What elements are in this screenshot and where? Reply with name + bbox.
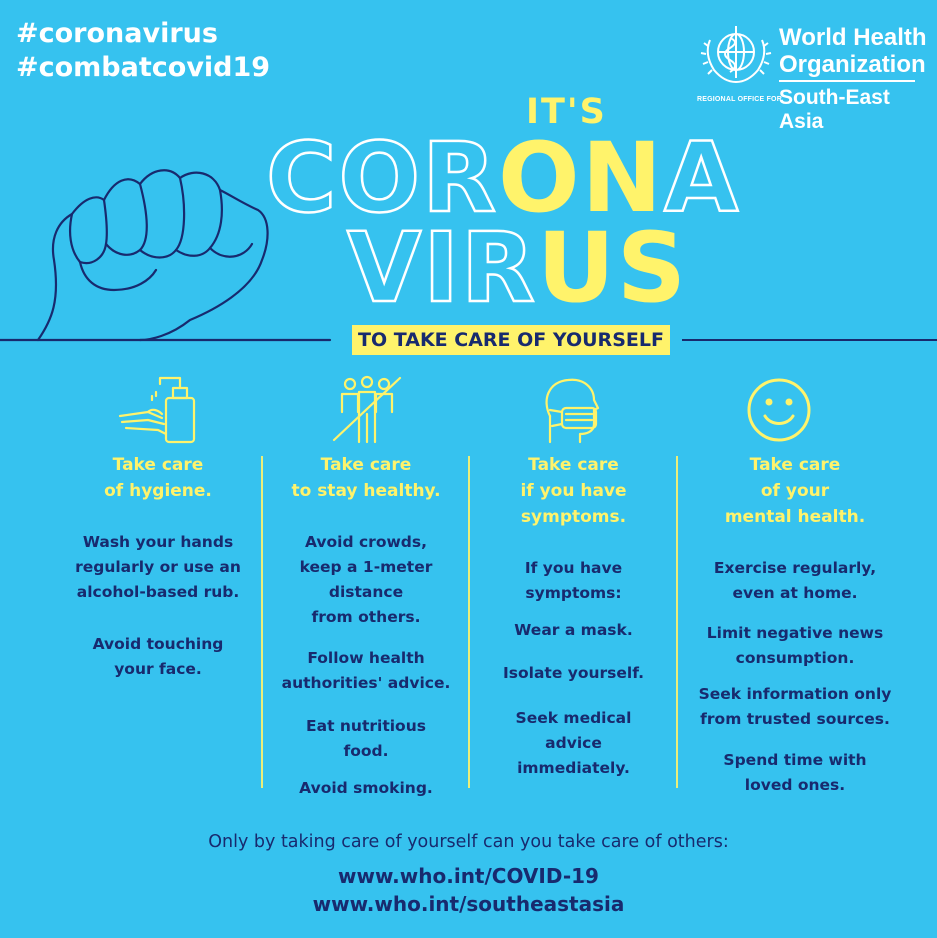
column-paragraph: If you have symptoms: xyxy=(524,559,623,602)
column-divider-2 xyxy=(468,456,470,788)
footer-link-covid19[interactable]: www.who.int/COVID-19 xyxy=(338,864,599,888)
footer-tagline: Only by taking care of yourself can you take care of others: xyxy=(208,832,729,852)
headline-a: A xyxy=(663,122,741,234)
tagline-banner-text: TO TAKE CARE OF YOURSELF xyxy=(358,329,664,351)
column-paragraph: Eat nutritious food. xyxy=(306,717,426,760)
column-mental-health xyxy=(680,452,910,798)
column-paragraph: Spend time with loved ones. xyxy=(723,751,867,794)
tagline-banner xyxy=(352,325,670,355)
avoid-crowds-icon xyxy=(328,374,406,448)
column-title: Take care to stay healthy. xyxy=(291,455,441,501)
column-hygiene xyxy=(58,452,258,682)
column-title: Take care of your mental health. xyxy=(724,455,866,527)
headline-virus xyxy=(347,212,689,324)
column-paragraph: Avoid smoking. xyxy=(299,779,433,797)
column-divider-1 xyxy=(261,456,263,788)
hashtag-coronavirus: #coronavirus xyxy=(16,18,218,49)
hashtag-combatcovid19: #combatcovid19 xyxy=(16,52,271,83)
column-paragraph: Seek information only from trusted sources. xyxy=(698,685,892,728)
hand-sanitizer-icon xyxy=(118,372,202,446)
headline-us: US xyxy=(536,212,689,324)
column-paragraph: Wear a mask. xyxy=(514,621,633,639)
header-rule-right xyxy=(682,339,937,341)
column-title: Take care of hygiene. xyxy=(104,455,212,501)
footer-link-southeastasia[interactable]: www.who.int/southeastasia xyxy=(312,892,625,916)
column-paragraph: Seek medical advice immediately. xyxy=(515,709,632,777)
who-region: South-East Asia xyxy=(779,86,890,133)
who-name-line2: Organization xyxy=(779,51,926,78)
who-name-line1: World Health xyxy=(779,24,927,51)
who-emblem-icon xyxy=(696,16,776,96)
who-logo-rule xyxy=(779,80,915,82)
column-paragraph: Isolate yourself. xyxy=(503,664,644,682)
face-mask-icon xyxy=(540,376,606,444)
headline-cor: COR xyxy=(266,122,498,234)
column-paragraph: Wash your hands regularly or use an alcohol-based rub. xyxy=(75,533,241,601)
who-regional-office-for: REGIONAL OFFICE FOR xyxy=(697,96,782,103)
column-paragraph: Avoid crowds, keep a 1-meter distance from others. xyxy=(299,533,433,626)
column-paragraph: Avoid touching your face. xyxy=(92,635,224,678)
column-stay-healthy xyxy=(264,452,468,801)
headline-vir: VIR xyxy=(347,212,537,324)
column-paragraph: Follow health authorities' advice. xyxy=(281,649,451,692)
column-title: Take care if you have symptoms. xyxy=(520,455,627,527)
headline-its: IT'S xyxy=(526,92,607,132)
column-divider-3 xyxy=(676,456,678,788)
smiley-face-icon xyxy=(745,376,813,444)
column-symptoms xyxy=(471,452,676,781)
headline-on: ON xyxy=(497,122,664,234)
column-paragraph: Exercise regularly, even at home. xyxy=(713,559,877,602)
column-paragraph: Limit negative news consumption. xyxy=(706,624,884,667)
